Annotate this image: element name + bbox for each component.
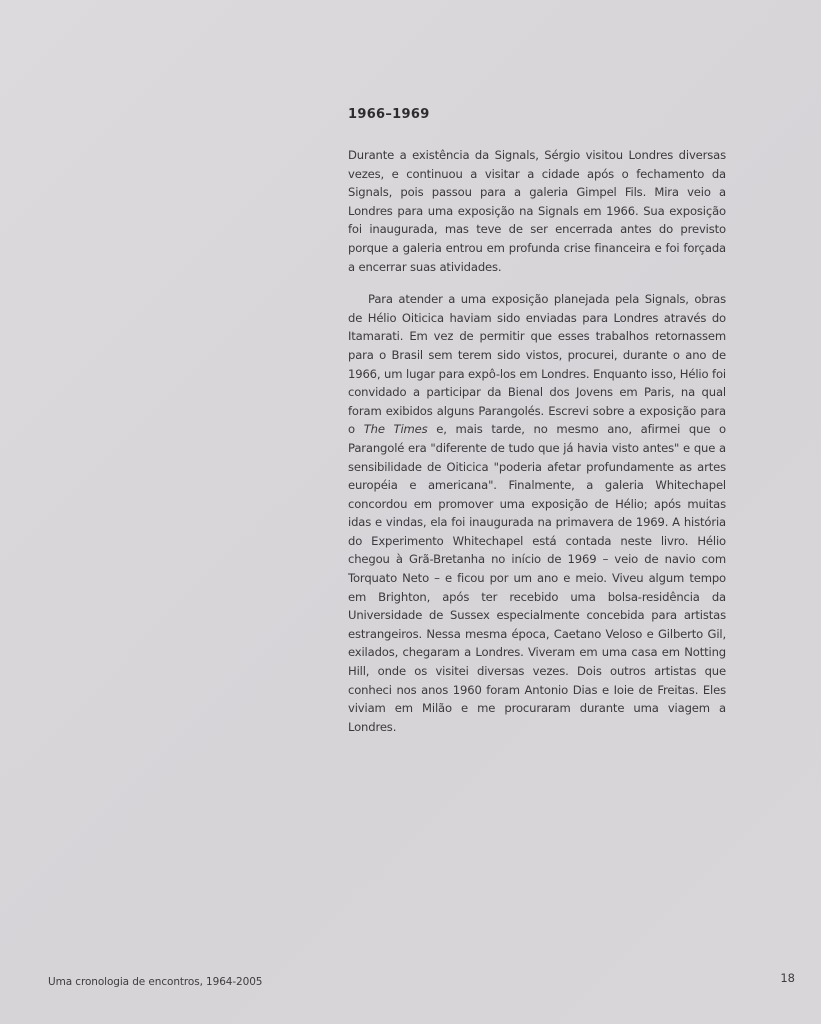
paragraph-2-italic-title: The Times [363,422,428,437]
paragraph-1: Durante a existência da Signals, Sérgio visitou Londres diversas vezes, e continuou a visitar a cidade após o fechamento da Signals, pois passou para a galeria Gimpel Fils. Mira veio a Londres para uma exposição na Signals em 1966. Sua exposição foi inaugurada, mas teve de ser encerrada antes do previsto porque a galeria entrou em profunda crise financeira e foi forçada a encerrar suas atividades. [348,148,726,274]
running-footer-title: Uma cronologia de encontros, 1964-2005 [48,976,263,988]
page-number: 18 [780,971,795,985]
paragraph-2 [348,290,726,736]
text-column [348,106,726,736]
paragraph-2-text-b: e, mais tarde, no mesmo ano, afirmei que o Parangolé era "diferente de tudo que já havia visto antes" e que a sensibilidade de Oiticica "poderia afetar profundamente as artes européia e americana". Finalmente, a galeria Whitechapel concordou em promover uma exposição de Hélio; após muitas idas e vindas, ela foi inaugurada na primavera de 1969. A história do Experimento Whitechapel está contada neste livro. Hélio chegou à Grã-Bretanha no início de 1969 – veio de navio com Torquato Neto – e ficou por um ano e meio. Viveu algum tempo em Brighton, após ter recebido uma bolsa-residência da Universidade de Sussex especialmente concebida para artistas estrangeiros. Nessa mesma época, Caetano Veloso e Gilberto Gil, exilados, chegaram a Londres. Viveram em uma casa em Notting Hill, onde os visitei diversas vezes. Dois outros artistas que conheci nos anos 1960 foram Antonio Dias e Ioie de Freitas. Eles viviam em Milão e me procuraram durante uma viagem a Londres. [348,422,727,734]
section-heading: 1966–1969 [348,107,430,122]
paragraph-2-text-a: Para atender a uma exposição planejada pela Signals, obras de Hélio Oiticica haviam sido enviadas para Londres através do Itamarati. Em vez de permitir que esses trabalhos retornassem para o Brasil sem terem sido vistos, procurei, durante o ano de 1966, um lugar para expô-los em Londres. Enquanto isso, Hélio foi convidado a participar da Bienal dos Jovens em Paris, na qual foram exibidos alguns Parangolés. Escrevi sobre a exposição para o [348,292,726,437]
